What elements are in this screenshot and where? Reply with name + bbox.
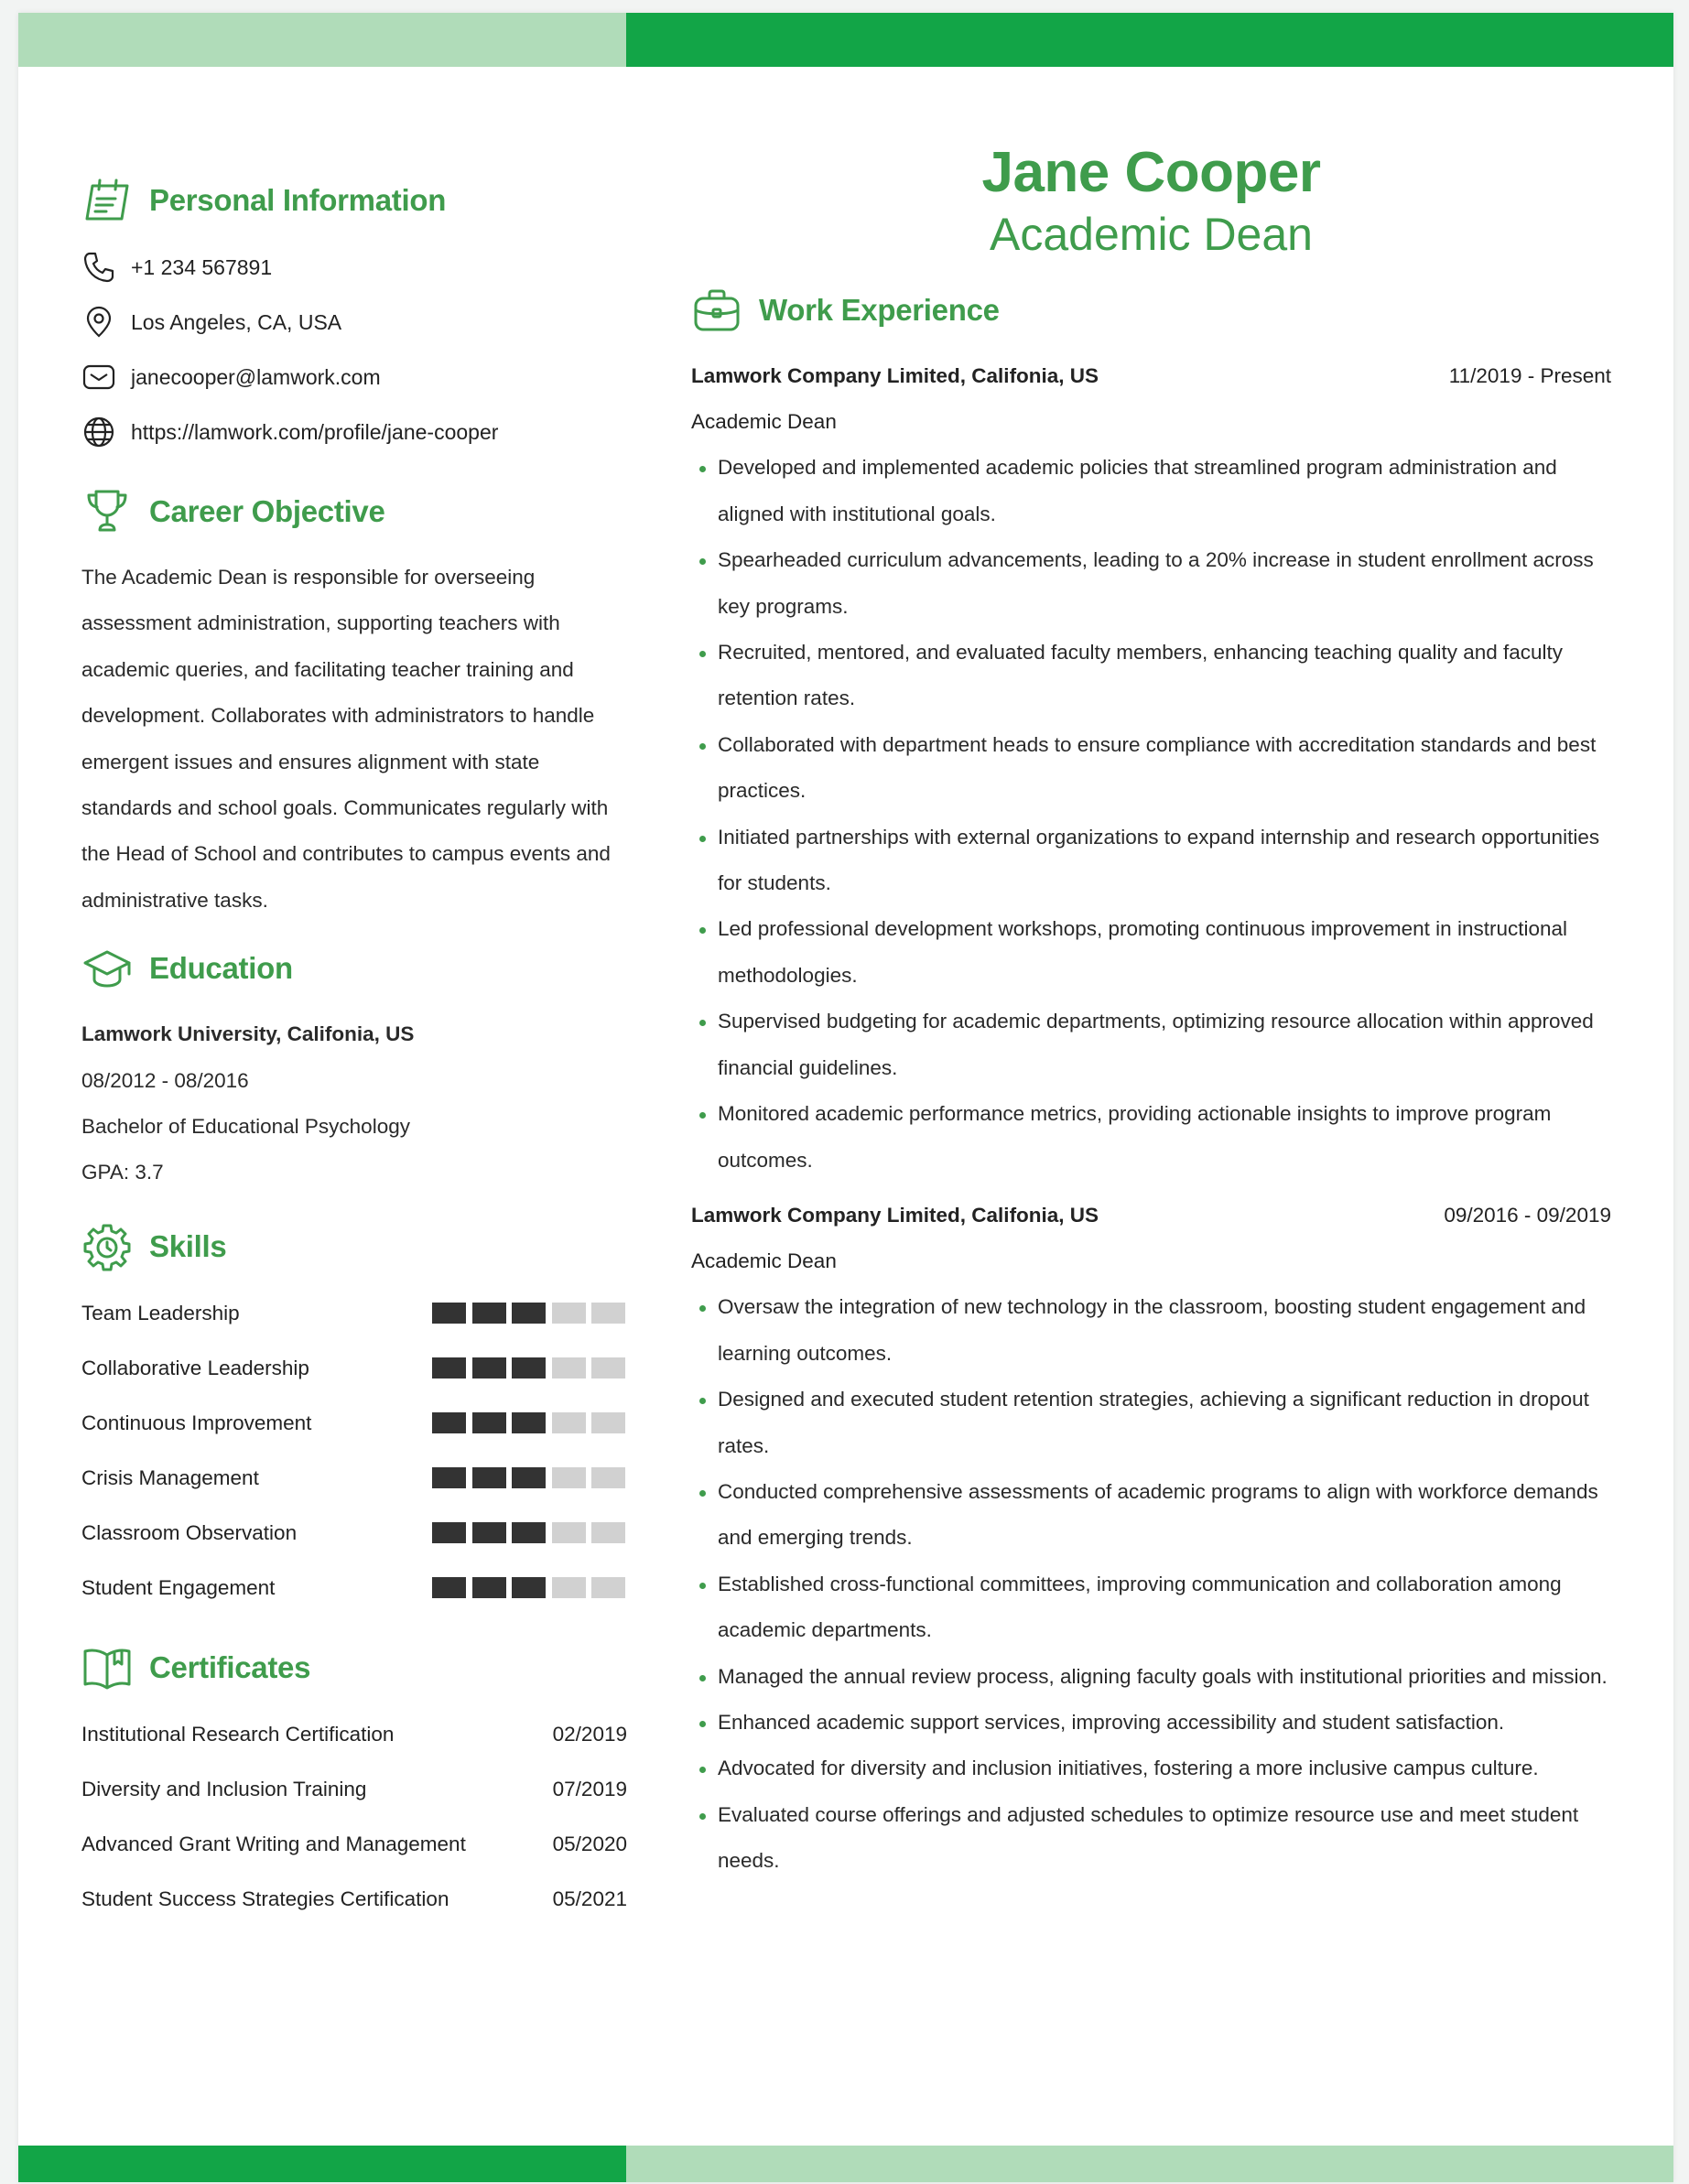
certificate-name: Advanced Grant Writing and Management: [81, 1832, 466, 1855]
bottom-band-dark: [18, 2146, 626, 2182]
job-bullet: Recruited, mentored, and evaluated faculty members, enhancing teaching quality and faculty retention rates.: [691, 630, 1611, 722]
work-experience-header: [691, 278, 1611, 342]
job-company: Lamwork Company Limited, Califonia, US: [691, 1203, 1099, 1227]
job-bullet: Enhanced academic support services, improving accessibility and student satisfaction.: [691, 1700, 1611, 1746]
section-title: Personal Information: [149, 183, 447, 217]
skill-name: Classroom Observation: [81, 1520, 298, 1544]
skill-name: Crisis Management: [81, 1465, 259, 1489]
skill-level-segment: [472, 1522, 506, 1543]
right-column: [691, 141, 1611, 1885]
skills-header: [81, 1215, 627, 1279]
skill-level-segment: [512, 1412, 546, 1433]
skill-row: [81, 1286, 627, 1341]
skill-level-segment: [472, 1357, 506, 1379]
skill-level-meter: [432, 1577, 625, 1598]
skill-level-segment: [512, 1522, 546, 1543]
skill-level-meter: [432, 1467, 625, 1488]
briefcase-icon: [691, 285, 742, 336]
skill-name: Team Leadership: [81, 1301, 240, 1324]
job-bullet: Managed the annual review process, aligning faculty goals with institutional priorities and mission.: [691, 1654, 1611, 1700]
job-position: Academic Dean: [691, 410, 837, 433]
skill-level-segment: [552, 1522, 586, 1543]
skill-level-segment: [512, 1467, 546, 1488]
skill-level-segment: [432, 1467, 466, 1488]
skill-row: [81, 1451, 627, 1506]
skill-level-meter: [432, 1303, 625, 1324]
left-column: [81, 168, 627, 1927]
job-bullet: Established cross-functional committees, improving communication and collaboration among academic departments.: [691, 1562, 1611, 1654]
education-school: Lamwork University, Califonia, US: [81, 1022, 415, 1046]
skill-level-segment: [512, 1303, 546, 1324]
job-bullet: Monitored academic performance metrics, providing actionable insights to improve program outcomes.: [691, 1091, 1611, 1184]
job-dates: 11/2019 - Present: [1448, 364, 1611, 387]
skill-name: Collaborative Leadership: [81, 1356, 309, 1379]
education-header: [81, 936, 627, 1000]
job-entry: [691, 353, 1611, 1184]
job-bullets: [691, 1284, 1611, 1884]
name-block: [691, 141, 1611, 264]
certificates-header: [81, 1636, 627, 1700]
skill-level-segment: [552, 1412, 586, 1433]
job-bullet: Collaborated with department heads to ensure compliance with accreditation standards and best practices.: [691, 722, 1611, 815]
skill-level-segment: [552, 1577, 586, 1598]
section-title: Work Experience: [759, 293, 1000, 327]
skill-row: [81, 1506, 627, 1561]
phone-text: +1 234 567891: [131, 254, 273, 279]
globe-icon: [81, 415, 116, 449]
education-degree: Bachelor of Educational Psychology: [81, 1115, 410, 1139]
job-position: Academic Dean: [691, 1249, 837, 1272]
skill-level-meter: [432, 1522, 625, 1543]
skill-row: [81, 1341, 627, 1396]
job-header: [691, 353, 1611, 399]
jobs-list: [691, 353, 1611, 1885]
bottom-band-light: [626, 2146, 1673, 2182]
job-entry: [691, 1193, 1611, 1885]
job-bullet: Supervised budgeting for academic departments, optimizing resource allocation within approved financial guidelines.: [691, 999, 1611, 1091]
skill-level-segment: [432, 1522, 466, 1543]
job-bullet: Designed and executed student retention strategies, achieving a significant reduction in dropout rates.: [691, 1377, 1611, 1469]
top-band-light: [18, 13, 626, 67]
location-text: Los Angeles, CA, USA: [131, 309, 342, 334]
skill-row: [81, 1561, 627, 1616]
skill-level-segment: [591, 1577, 625, 1598]
skill-name: Continuous Improvement: [81, 1411, 312, 1434]
skill-level-segment: [591, 1412, 625, 1433]
candidate-role: Academic Dean: [990, 209, 1313, 260]
job-bullets: [691, 445, 1611, 1184]
section-title: Education: [149, 951, 293, 986]
top-band-dark: [626, 13, 1673, 67]
section-title: Career Objective: [149, 494, 385, 528]
email-text[interactable]: janecooper@lamwork.com: [131, 364, 381, 389]
phone-icon: [81, 250, 116, 285]
job-company: Lamwork Company Limited, Califonia, US: [691, 364, 1099, 387]
section-title: Skills: [149, 1228, 227, 1263]
certificate-row: [81, 1817, 627, 1872]
education-dates: 08/2012 - 08/2016: [81, 1068, 249, 1092]
job-bullet: Developed and implemented academic policies that streamlined program administration and aligned with institutional goals.: [691, 445, 1611, 537]
objective-text: The Academic Dean is responsible for overseeing assessment administration, supporting teachers with academic queries, and facilitating teacher training and development. Collaborates with administrators to handle emergent issues and ensures alignment with state standards and school goals. Communicates regularly with the Head of School and contributes to campus events and administrative tasks.: [81, 566, 611, 912]
skill-level-segment: [432, 1303, 466, 1324]
skills-list: [81, 1286, 627, 1616]
skill-level-segment: [552, 1303, 586, 1324]
section-title: Certificates: [149, 1649, 311, 1684]
candidate-name: Jane Cooper: [981, 141, 1321, 204]
skill-level-segment: [591, 1467, 625, 1488]
career-objective-header: [81, 480, 627, 544]
skill-level-segment: [552, 1467, 586, 1488]
certificate-date: 07/2019: [552, 1777, 627, 1800]
skill-level-segment: [512, 1357, 546, 1379]
phone-row: [81, 240, 627, 295]
skill-level-segment: [512, 1577, 546, 1598]
job-bullet: Spearheaded curriculum advancements, leading to a 20% increase in student enrollment across key programs.: [691, 537, 1611, 630]
skill-name: Student Engagement: [81, 1575, 276, 1599]
book-icon: [81, 1642, 133, 1693]
mail-icon: [81, 360, 116, 395]
job-header: [691, 1193, 1611, 1238]
location-row: [81, 295, 627, 350]
skill-level-segment: [472, 1467, 506, 1488]
skill-level-segment: [432, 1412, 466, 1433]
job-bullet: Initiated partnerships with external organizations to expand internship and research opportunities for students.: [691, 815, 1611, 907]
job-bullet: Conducted comprehensive assessments of academic programs to align with workforce demands and emerging trends.: [691, 1469, 1611, 1562]
certificate-row: [81, 1762, 627, 1817]
website-link[interactable]: https://lamwork.com/profile/jane-cooper: [131, 419, 499, 444]
resume-page: [18, 13, 1673, 2182]
job-bullet: Evaluated course offerings and adjusted schedules to optimize resource use and meet student needs.: [691, 1792, 1611, 1885]
skill-level-segment: [591, 1522, 625, 1543]
email-row: [81, 350, 627, 405]
certificate-name: Student Success Strategies Certification: [81, 1887, 449, 1910]
job-bullet: Oversaw the integration of new technology in the classroom, boosting student engagement and learning outcomes.: [691, 1284, 1611, 1377]
certificate-date: 05/2020: [552, 1832, 627, 1855]
location-pin-icon: [81, 305, 116, 340]
certificate-date: 02/2019: [552, 1722, 627, 1746]
job-dates: 09/2016 - 09/2019: [1444, 1203, 1611, 1227]
skill-level-segment: [591, 1303, 625, 1324]
job-bullet: Advocated for diversity and inclusion initiatives, fostering a more inclusive campus culture.: [691, 1746, 1611, 1791]
graduation-cap-icon: [81, 943, 133, 994]
skill-level-segment: [472, 1412, 506, 1433]
gear-icon: [81, 1221, 133, 1272]
website-row: [81, 405, 627, 460]
skill-level-segment: [472, 1303, 506, 1324]
personal-info-header: [81, 168, 627, 232]
job-bullet: Led professional development workshops, promoting continuous improvement in instructional methodologies.: [691, 906, 1611, 999]
trophy-icon: [81, 486, 133, 537]
certificate-row: [81, 1872, 627, 1927]
certificate-row: [81, 1707, 627, 1762]
skill-level-meter: [432, 1357, 625, 1379]
id-card-icon: [81, 175, 133, 226]
skill-level-segment: [552, 1357, 586, 1379]
certificates-list: [81, 1707, 627, 1927]
certificate-date: 05/2021: [552, 1887, 627, 1910]
skill-level-segment: [432, 1357, 466, 1379]
skill-level-segment: [472, 1577, 506, 1598]
certificate-name: Diversity and Inclusion Training: [81, 1777, 367, 1800]
skill-level-meter: [432, 1412, 625, 1433]
skill-level-segment: [432, 1577, 466, 1598]
certificate-name: Institutional Research Certification: [81, 1722, 395, 1746]
skill-level-segment: [591, 1357, 625, 1379]
skill-row: [81, 1396, 627, 1451]
education-gpa: GPA: 3.7: [81, 1161, 164, 1184]
